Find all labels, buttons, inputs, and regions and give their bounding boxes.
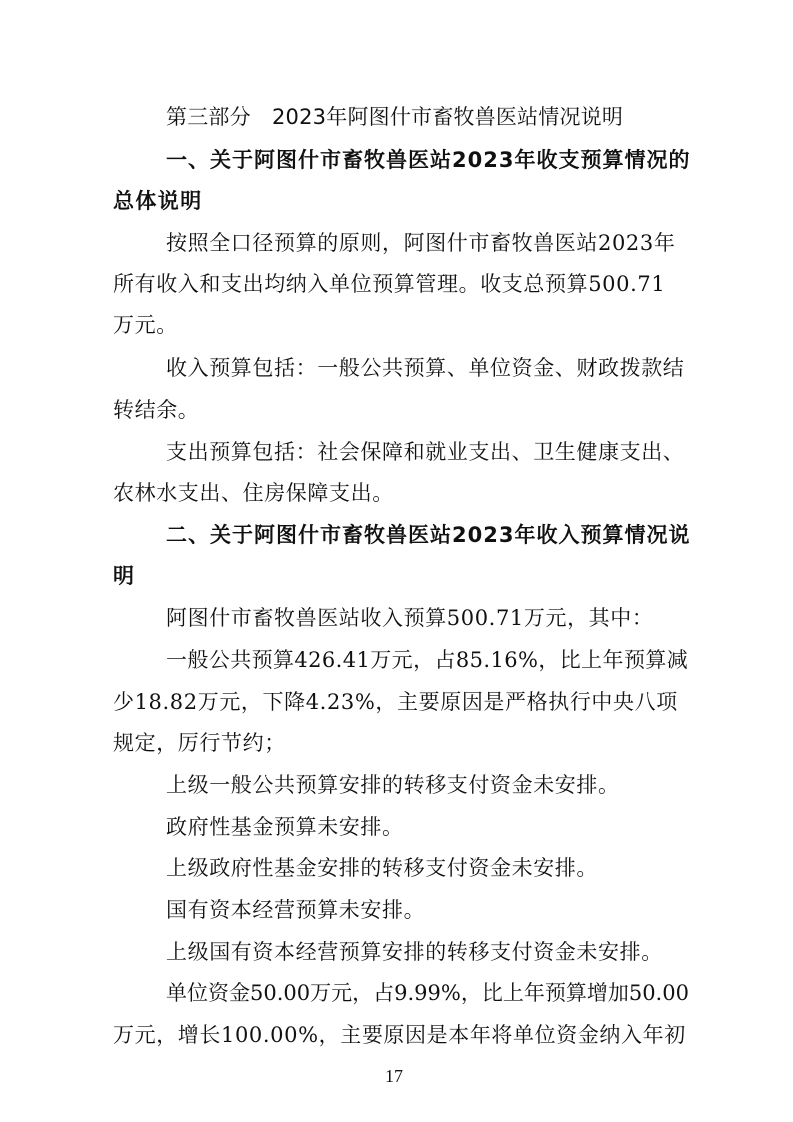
section2-para7: 上级国有资本经营预算安排的转移支付资金未安排。 [166, 940, 663, 964]
section2-para8-line2: 万元，增长100.00%，主要原因是本年将单位资金纳入年初 [113, 1023, 686, 1047]
section2-para6: 国有资本经营预算未安排。 [166, 898, 426, 922]
section1-para1-line1: 按照全口径预算的原则，阿图什市畜牧兽医站2023年 [166, 231, 676, 255]
section1-para2-line2: 转结余。 [113, 398, 200, 422]
section1-heading-line1: 一、关于阿图什市畜牧兽医站2023年收支预算情况的 [166, 148, 691, 172]
section1-para1-line3: 万元。 [113, 313, 178, 337]
section2-para2-line2: 少18.82万元，下降4.23%，主要原因是严格执行中央八项 [113, 690, 678, 714]
section1-para3-line2: 农林水支出、住房保障支出。 [113, 481, 394, 505]
section2-para2-line1: 一般公共预算426.41万元，占85.16%，比上年预算减 [166, 648, 689, 672]
section2-heading-line1: 二、关于阿图什市畜牧兽医站2023年收入预算情况说 [166, 523, 691, 547]
section2-para8-line1: 单位资金50.00万元，占9.99%，比上年预算增加50.00 [166, 981, 689, 1005]
section2-para2-line3: 规定，厉行节约； [113, 731, 286, 755]
section2-heading-line2: 明 [113, 564, 136, 588]
section2-para3: 上级一般公共预算安排的转移支付资金未安排。 [166, 773, 620, 797]
section1-para2-line1: 收入预算包括：一般公共预算、单位资金、财政拨款结 [166, 356, 685, 380]
section1-para1-line2: 所有收入和支出均纳入单位预算管理。收支总预算500.71 [113, 272, 666, 296]
page-number: 17 [385, 1066, 403, 1086]
section2-para1: 阿图什市畜牧兽医站收入预算500.71万元，其中： [166, 606, 654, 630]
page-title: 第三部分 2023年阿图什市畜牧兽医站情况说明 [166, 105, 624, 129]
section1-heading-line2: 总体说明 [113, 189, 203, 213]
section2-para5: 上级政府性基金安排的转移支付资金未安排。 [166, 856, 598, 880]
section2-para4: 政府性基金预算未安排。 [166, 815, 404, 839]
section1-para3-line1: 支出预算包括：社会保障和就业支出、卫生健康支出、 [166, 440, 685, 464]
